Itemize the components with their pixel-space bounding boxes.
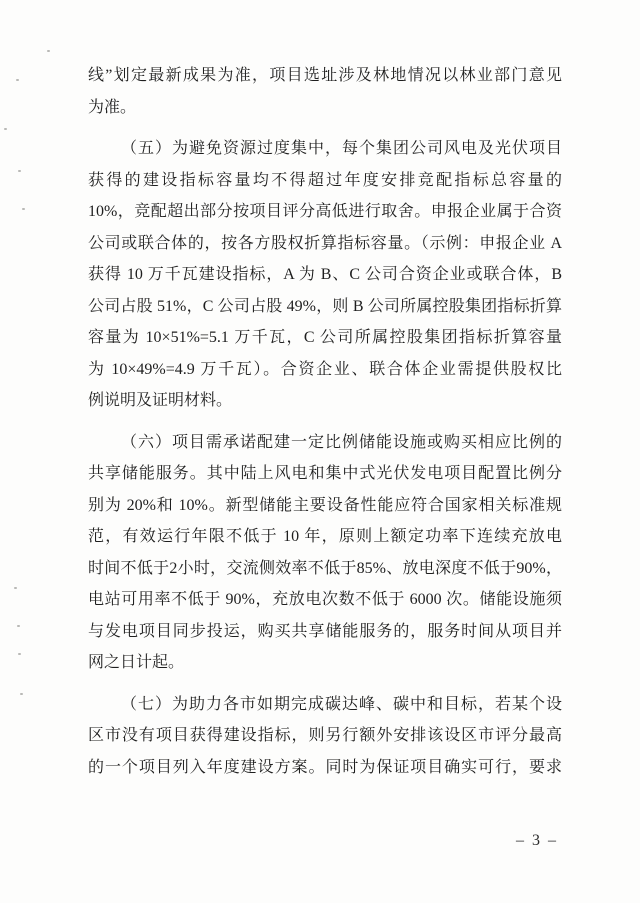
text-line: 电站可用率不低于 90%，充放电次数不低于 6000 次。储能设施须 xyxy=(88,591,562,608)
document-body xyxy=(88,60,562,783)
text-line: 获得的建设指标容量均不得超过年度安排竞配指标总容量的 xyxy=(88,171,562,189)
text-line: 时间不低于2小时，交流侧效率不低于85%、放电深度不低于90%， xyxy=(88,559,562,577)
scan-speck xyxy=(47,50,50,52)
paragraph-clause-5 xyxy=(88,133,562,417)
scan-speck xyxy=(17,625,20,627)
text-line: 公司占股 51%，C 公司占股 49%，则 B 公司所属控股集团指标折算 xyxy=(88,297,562,315)
text-line: 共享储能服务。其中陆上风电和集中式光伏发电项目配置比例分 xyxy=(88,465,562,482)
scan-speck xyxy=(20,693,23,695)
text-line: 获得 10 万千瓦建设指标，A 为 B、C 公司合资企业或联合体，B xyxy=(88,266,562,283)
text-line: 10%，竞配超出部分按项目评分高低进行取舍。申报企业属于合资 xyxy=(88,203,562,220)
text-line: 网之日计起。 xyxy=(88,654,185,671)
text-line: （六）项目需承诺配建一定比例储能设施或购买相应比例的 xyxy=(121,433,562,451)
scan-speck xyxy=(18,170,21,172)
scan-speck xyxy=(4,128,7,130)
page-number: – 3 – xyxy=(516,832,558,849)
text-line: 容量为 10×51%=5.1 万千瓦，C 公司所属控股集团指标折算容量 xyxy=(88,329,562,346)
text-line: 例说明及证明材料。 xyxy=(88,392,233,409)
scan-speck xyxy=(16,79,19,81)
text-line: 为 10×49%=4.9 万千瓦）。合资企业、联合体企业需提供股权比 xyxy=(88,360,562,378)
text-line: 区市没有项目获得建设指标，则另行额外安排该设区市评分最高 xyxy=(88,727,562,744)
text-line: 范，有效运行年限不低于 10 年，原则上额定功率下连续充放电 xyxy=(88,528,562,545)
scan-speck xyxy=(14,587,17,589)
paragraph-clause-7 xyxy=(88,689,562,784)
scan-speck xyxy=(18,653,21,655)
scan-speck xyxy=(22,208,25,210)
text-line: 与发电项目同步投运，购买共享储能服务的，服务时间从项目并 xyxy=(88,622,562,640)
text-line: 公司或联合体的，按各方股权折算指标容量。（示例：申报企业 A xyxy=(88,234,562,252)
text-line: 别为 20%和 10%。新型储能主要设备性能应符合国家相关标准规 xyxy=(88,496,562,514)
text-line: （五）为避免资源过度集中，每个集团公司风电及光伏项目 xyxy=(121,140,562,157)
paragraph-clause-6 xyxy=(88,427,562,679)
text-line: 的一个项目列入年度建设方案。同时为保证项目确实可行，要求 xyxy=(88,758,562,776)
text-line: （七）为助力各市如期完成碳达峰、碳中和目标，若某个设 xyxy=(121,695,562,713)
text-line: 线”划定最新成果为准，项目选址涉及林地情况以林业部门意见 xyxy=(88,67,562,84)
paragraph-continuation xyxy=(88,60,562,123)
text-line: 为准。 xyxy=(88,98,137,116)
